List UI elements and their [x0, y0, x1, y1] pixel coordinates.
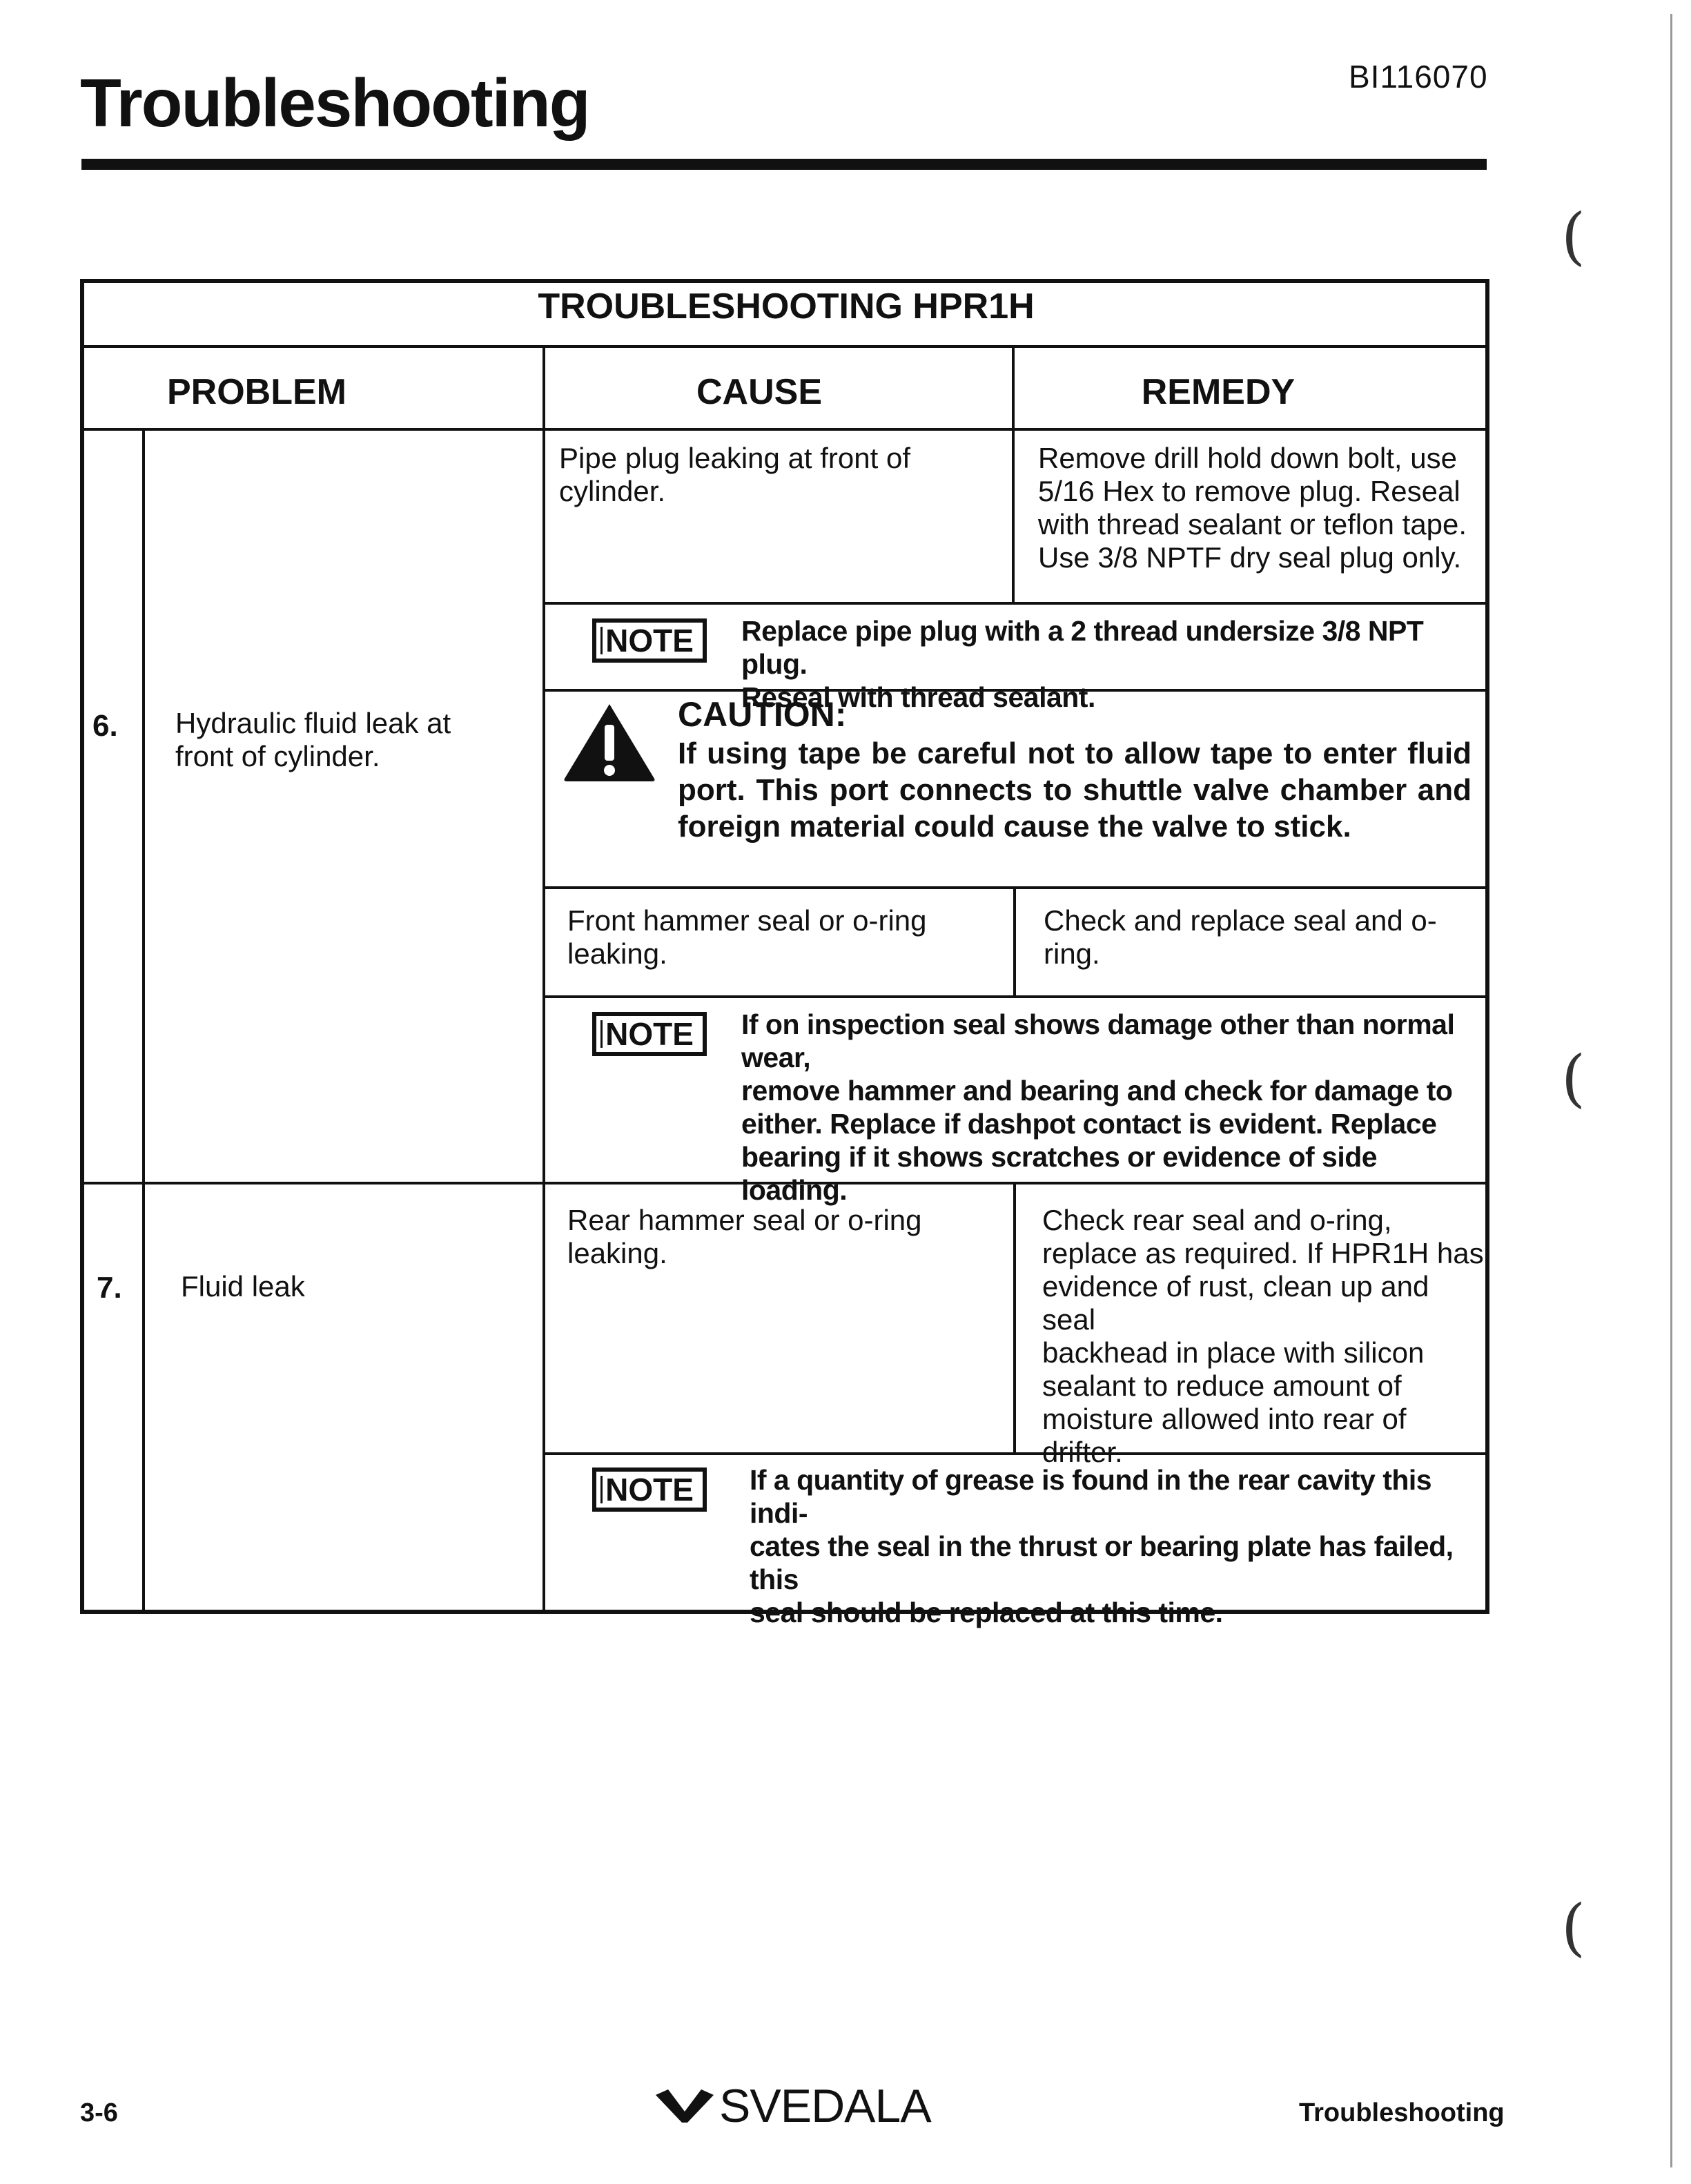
- column-header-problem: PROBLEM: [167, 372, 346, 412]
- caution-title: CAUTION:: [678, 695, 847, 734]
- note-text: If a quantity of grease is found in the rear cavity this indi- cates the seal in the thrust or bearing plate has failed, this seal should be replaced at this time.: [750, 1464, 1454, 1628]
- page-title: Troubleshooting: [80, 65, 589, 141]
- brand-logo: [654, 2079, 931, 2133]
- remedy-text: Check rear seal and o-ring, replace as required. If HPR1H has evidence of rust, clean up and seal backhead in place with silicon sealant to reduce amount of moisture allowed into rear of drifter.: [1042, 1204, 1484, 1468]
- remedy-divider-6a: [1012, 429, 1015, 603]
- page-number: 3-6: [80, 2098, 118, 2127]
- problem-column-divider: [543, 429, 545, 1612]
- note-text: Replace pipe plug with a 2 thread undersize 3/8 NPT plug. Reseal with thread sealant.: [741, 615, 1424, 713]
- note-label: NOTE: [592, 1012, 707, 1056]
- remedy-text: Remove drill hold down bolt, use 5/16 Hex to remove plug. Reseal with thread sealant or teflon tape. Use 3/8 NPTF dry seal plug only.: [1038, 442, 1467, 574]
- table-border-top: [80, 279, 1489, 283]
- title-rule: [81, 159, 1487, 170]
- brand-name: SVEDALA: [719, 2080, 931, 2132]
- remedy-divider-6b: [1013, 888, 1016, 997]
- document-number: BI116070: [1349, 59, 1488, 95]
- warning-triangle-icon: [562, 701, 657, 783]
- problem-text: Hydraulic fluid leak at front of cylinder.: [175, 707, 451, 772]
- cause-text: Rear hammer seal or o-ring leaking.: [567, 1204, 922, 1269]
- binder-hole-mark: (: [1561, 1042, 1586, 1115]
- remedy-divider-7: [1013, 1183, 1016, 1454]
- table-title: TROUBLESHOOTING HPR1H: [538, 286, 1035, 326]
- remedy-text: Check and replace seal and o-ring.: [1044, 904, 1437, 970]
- footer-section-title: Troubleshooting: [1299, 2098, 1505, 2127]
- row-number: 6.: [92, 709, 118, 743]
- row-number: 7.: [97, 1271, 122, 1305]
- note-label: NOTE: [592, 1468, 707, 1512]
- rule-6d: [543, 995, 1489, 998]
- note-label: NOTE: [592, 618, 707, 663]
- binder-hole-mark: (: [1561, 200, 1586, 273]
- cause-text: Front hammer seal or o-ring leaking.: [567, 904, 927, 970]
- binder-hole-mark: (: [1561, 1891, 1586, 1964]
- caution-text: If using tape be careful not to allow tape to enter fluid port. This port connects to shuttle valve chamber and foreign material could cause the valve to stick.: [678, 737, 1472, 844]
- note-text: If on inspection seal shows damage other than normal wear, remove hammer and bearing and check for damage to either. Replace if dashpot contact is evident. Replace bearing if it shows scratches or evidence of side loading.: [741, 1008, 1455, 1206]
- rule-6c: [543, 886, 1489, 889]
- problem-text: Fluid leak: [181, 1270, 305, 1303]
- column-header-remedy: REMEDY: [1141, 372, 1296, 412]
- cause-text: Pipe plug leaking at front of cylinder.: [559, 442, 911, 507]
- column-header-rule: [80, 428, 1489, 431]
- page-edge-line: [1670, 14, 1672, 2167]
- table-border-left: [80, 279, 84, 1614]
- column-header-cause: CAUSE: [696, 372, 823, 412]
- table-border-right: [1485, 279, 1489, 1614]
- number-column-divider: [142, 429, 145, 1612]
- rule-6a: [543, 602, 1489, 605]
- svedala-logo-icon: [654, 2088, 715, 2124]
- table-title-rule: [80, 345, 1489, 348]
